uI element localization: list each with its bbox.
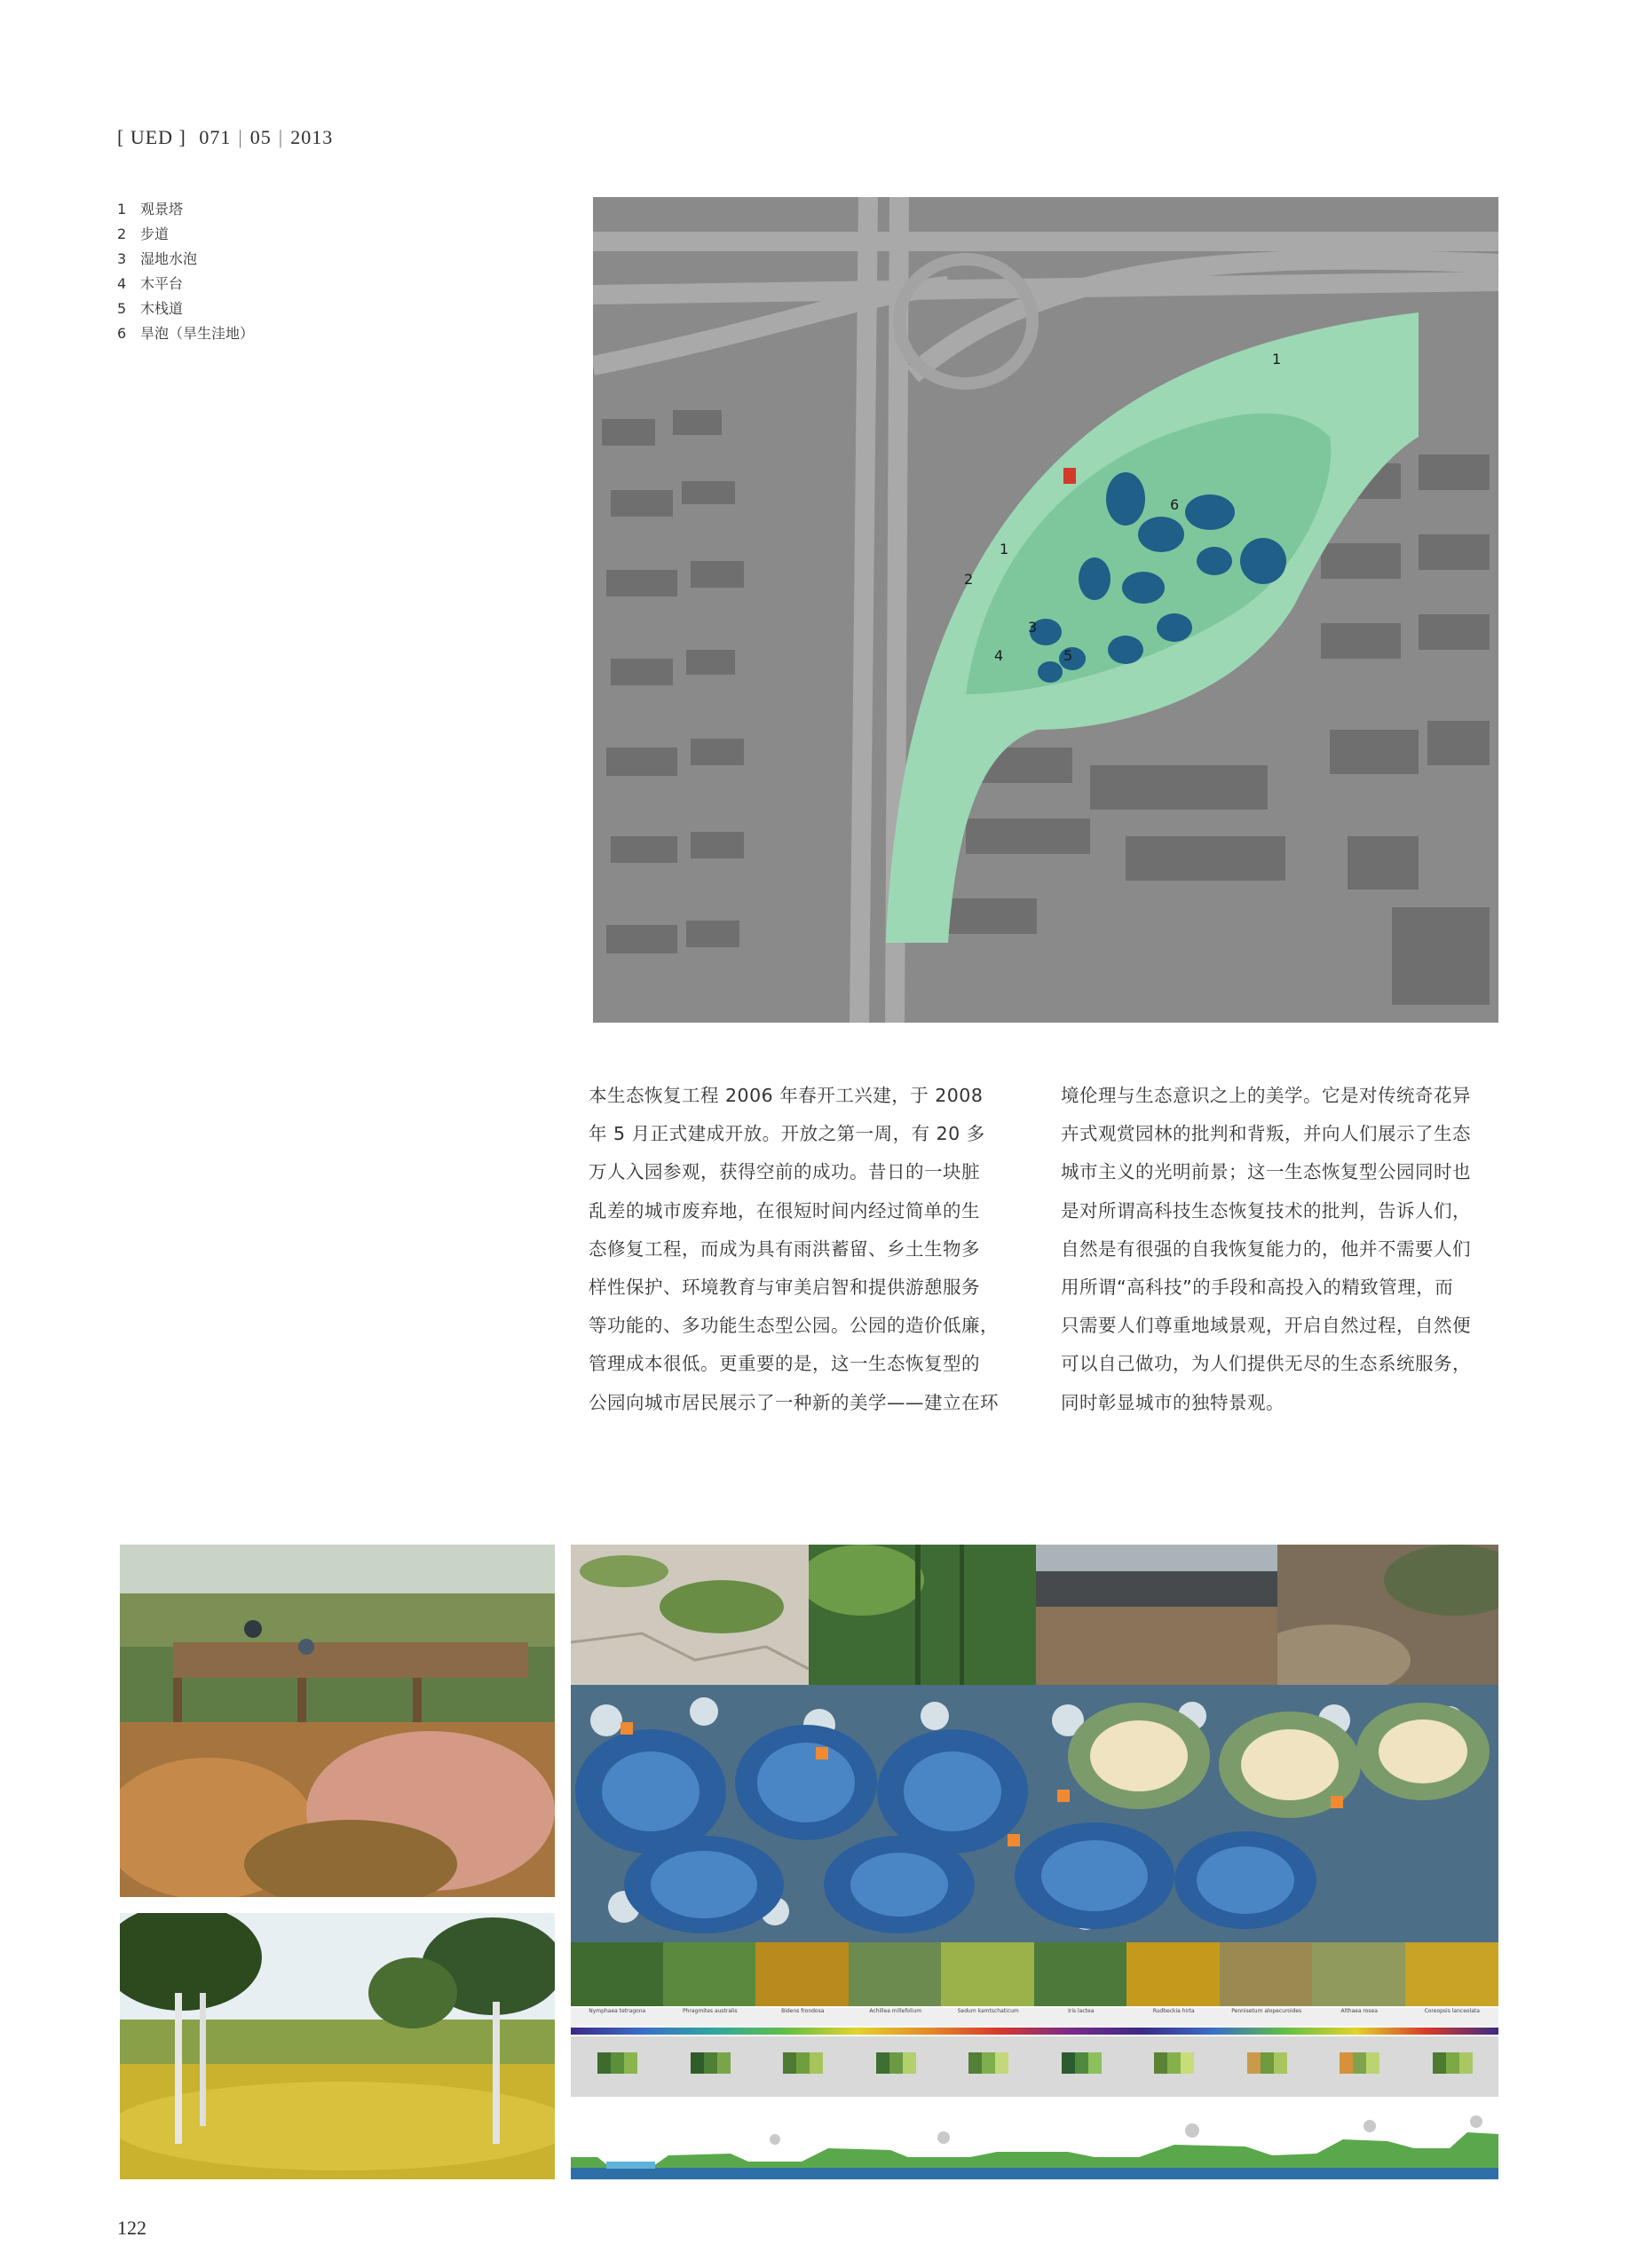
color-swatch: [968, 2052, 982, 2074]
terrain-section-profile: [571, 2113, 1498, 2179]
map-marker: 1: [1000, 541, 1009, 557]
plant-label: Bidens frondosa: [781, 2008, 825, 2014]
color-swatch: [796, 2052, 810, 2074]
color-swatch: [1353, 2052, 1366, 2074]
swatch-group: [1433, 2052, 1473, 2074]
journal-header: [ UED ] 071 | 05 | 2013: [117, 126, 334, 148]
issue-number: 071: [199, 126, 232, 148]
issue-month: 05: [249, 126, 272, 148]
marsh-grass-photo: [809, 1545, 1036, 1685]
legend-item: 5 木栈道: [117, 300, 184, 317]
legend-item: 6 旱泡（旱生洼地）: [117, 325, 255, 342]
color-swatch: [783, 2052, 796, 2074]
map-marker: 6: [1170, 496, 1180, 513]
color-swatch: [1247, 2052, 1261, 2074]
legend-item: 4 木平台: [117, 275, 184, 292]
color-swatch: [982, 2052, 995, 2074]
color-swatch: [597, 2052, 611, 2074]
swatch-group: [1062, 2052, 1102, 2074]
plant-label: Althaea rosea: [1340, 2008, 1378, 2014]
site-plan-aerial-map: [593, 197, 1498, 1023]
color-swatch: [1433, 2052, 1446, 2074]
wetland-reeds-photo: [1036, 1545, 1277, 1685]
color-swatch: [1088, 2052, 1102, 2074]
body-text-right-column: 境伦理与生态意识之上的美学。它是对传统奇花异 卉式观赏园林的批判和背叛，并向人们展示了生态 城市主义的光明前景；这一生态恢复型公园同时也 是对所谓高科技生态恢复技术的批判，告诉人们， 自然是有很强的自我恢复能力的，他并不需要人们 用所谓“高科技”的手段和高投入的精致管理，而 只需要人们尊重地域景观，开启自然过程，自然便 可以自己做功，为人们提供无尽的生态系统服务， 同时彰显城市的独特景观。: [1061, 1085, 1471, 1413]
color-swatch: [1154, 2052, 1167, 2074]
color-swatch: [1366, 2052, 1379, 2074]
journal-name: [ UED ]: [117, 126, 186, 148]
plant-label: Coreopsis lanceolata: [1424, 2008, 1480, 2014]
plant-species-photo-strip: [571, 1942, 1498, 2006]
color-swatch: [889, 2052, 903, 2074]
swatch-group: [597, 2052, 637, 2074]
color-swatch: [691, 2052, 704, 2074]
map-marker: 2: [964, 571, 974, 588]
plant-label: Iris lactea: [1068, 2008, 1095, 2014]
plant-label: Nymphaea tetragona: [589, 2008, 646, 2014]
body-text-left-column: 本生态恢复工程 2006 年春开工兴建，于 2008 年 5 月正式建成开放。开放之第一周，有 20 多 万人入园参观，获得空前的成功。昔日的一块脏 乱差的城市废弃地，在很短时间内经过简单的生 态修复工程，而成为具有雨洪蓄留、乡土生物多 样性保护、环境教育与审美启智和提供游憩服务 等功能的、多功能生态型公园。公园的造价低廉， 管理成本很低。更重要的是，这一生态恢复型的 公园向城市居民展示了一种新的美学——建立在环: [589, 1085, 999, 1413]
plant-label: Rudbeckia hirta: [1152, 2008, 1195, 2014]
color-swatch: [810, 2052, 823, 2074]
plant-label: Phragmites australis: [682, 2008, 738, 2014]
color-swatch: [624, 2052, 637, 2074]
color-swatch: [611, 2052, 624, 2074]
issue-year: 2013: [290, 126, 334, 148]
color-swatch: [903, 2052, 916, 2074]
pond-detail-plan: [571, 1685, 1498, 1942]
map-marker: 3: [1028, 619, 1038, 636]
meadow-trees-photo: [120, 1913, 555, 2179]
swatch-group: [1247, 2052, 1287, 2074]
legend-item: 2 步道: [117, 225, 170, 242]
swatch-group: [1340, 2052, 1379, 2074]
legend-item: 1 观景塔: [117, 201, 184, 217]
swatch-group: [783, 2052, 823, 2074]
swatch-group: [691, 2052, 731, 2074]
plant-labels-row: [571, 2008, 1498, 2026]
wetland-boardwalk-photo: [120, 1545, 555, 1897]
shallow-pond-edge-photo: [1277, 1545, 1498, 1685]
color-swatch: [1459, 2052, 1473, 2074]
color-swatch: [717, 2052, 731, 2074]
color-swatch: [1274, 2052, 1287, 2074]
map-marker: 5: [1063, 647, 1073, 664]
map-marker: 4: [994, 647, 1004, 664]
plant-label: Sedum kamtschaticum: [957, 2008, 1019, 2014]
swatch-group: [968, 2052, 1008, 2074]
color-swatch: [1261, 2052, 1274, 2074]
color-swatch: [995, 2052, 1008, 2074]
color-swatch: [1167, 2052, 1181, 2074]
plant-color-swatches: [571, 2036, 1498, 2097]
color-swatch: [704, 2052, 717, 2074]
dry-cracked-soil-photo: [571, 1545, 809, 1685]
legend-item: 3 湿地水泡: [117, 250, 198, 267]
page-number: 122: [117, 2217, 146, 2239]
map-legend: [117, 197, 254, 346]
color-swatch: [1340, 2052, 1353, 2074]
swatch-group: [876, 2052, 916, 2074]
color-swatch: [1181, 2052, 1194, 2074]
color-swatch: [1075, 2052, 1088, 2074]
color-swatch: [876, 2052, 889, 2074]
swatch-group: [1154, 2052, 1194, 2074]
plant-label: Pennisetum alopecuroides: [1231, 2008, 1302, 2014]
map-marker: 1: [1272, 351, 1282, 368]
color-swatch: [1446, 2052, 1459, 2074]
color-spectrum-bar: [571, 2028, 1498, 2035]
color-swatch: [1062, 2052, 1075, 2074]
plant-label: Achillea millefolium: [869, 2008, 922, 2014]
